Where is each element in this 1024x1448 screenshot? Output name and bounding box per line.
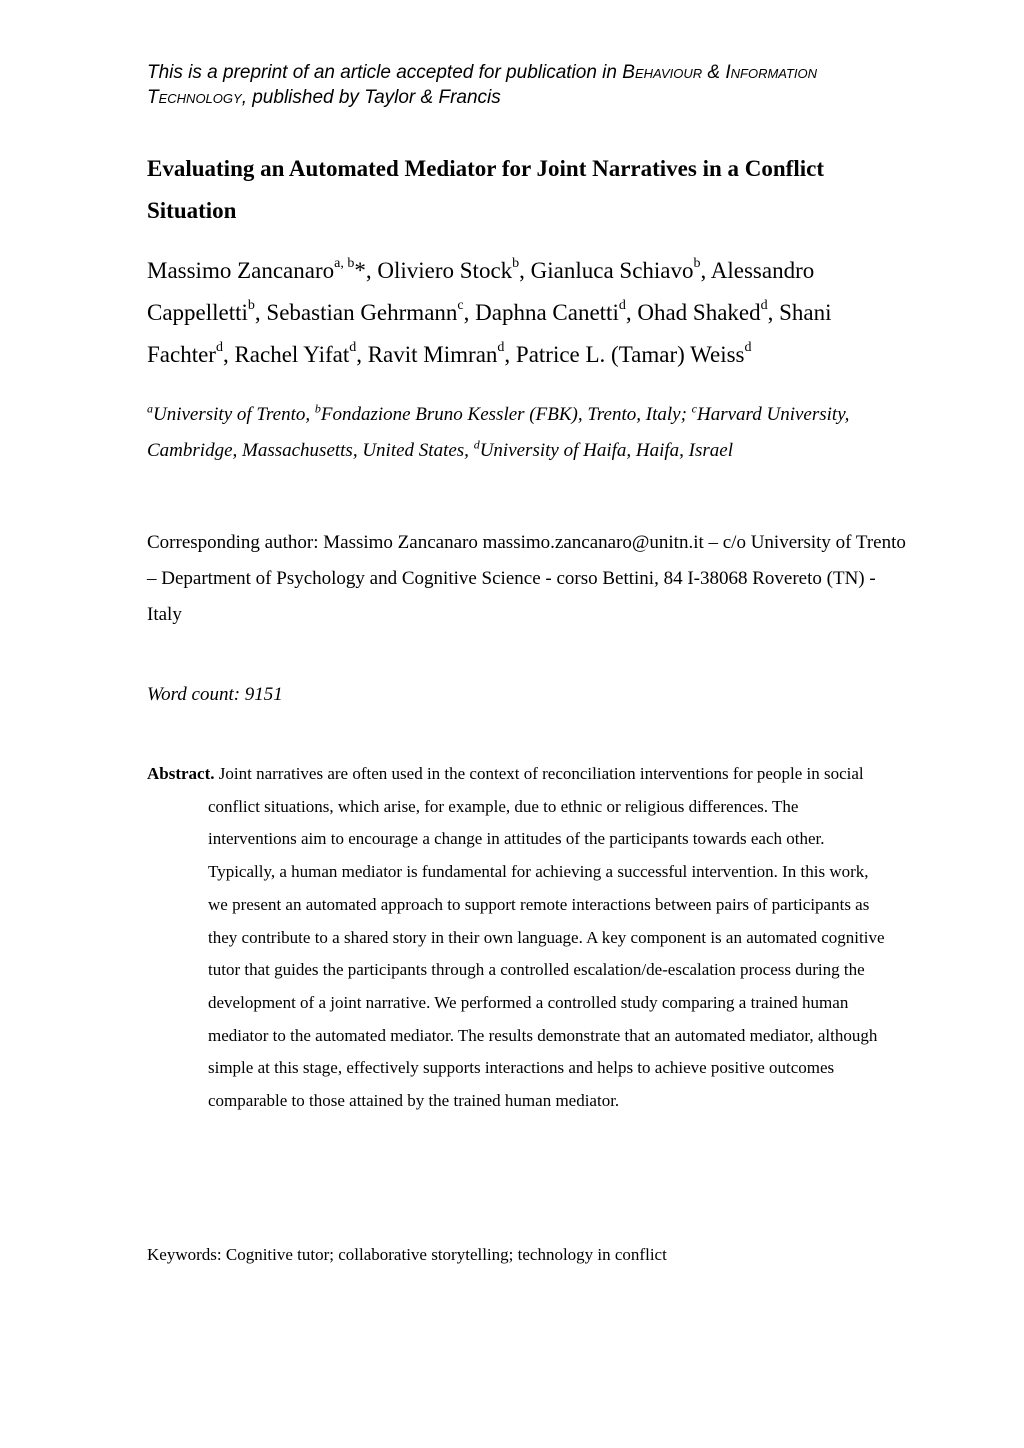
author: Alessandro Cappelletti$^b$, <box>147 258 815 325</box>
affiliation: $^d$University of Haifa, Haifa, Israel <box>473 437 733 461</box>
affiliation: $^b$Fondazione Bruno Kessler (FBK), Trento, Italy; <box>314 401 692 425</box>
author: Patrice L. (Tamar) Weiss$^d$ <box>515 340 752 367</box>
author: Shani Fachter$^d$, <box>147 300 832 367</box>
affiliations <box>147 397 907 469</box>
preprint-note <box>147 60 907 110</box>
paper-title: Evaluating an Automated Mediator for Joint Narratives in a Conflict Situation <box>147 156 824 223</box>
publisher-suffix: , published by Taylor & Francis <box>241 87 501 108</box>
affiliation: $^a$University of Trento, <box>147 401 315 425</box>
author-list <box>147 250 907 376</box>
word-count: Word count: 9151 <box>147 684 283 705</box>
corresponding-author: Corresponding author: Massimo Zancanaro massimo.zancanaro@unitn.it – c/o University of Trento – Department of Psychology and Cognitive Science - corso Bettini, 84 I-38068 Rovereto (TN) - Italy <box>147 532 906 625</box>
author: Massimo Zancanaro$^{a, b}$*, <box>147 256 378 283</box>
author: Oliviero Stock$^b$, <box>377 256 531 283</box>
abstract-text: Joint narratives are often used in the context of reconciliation interventions for people in social conflict situations, which arise, for example, due to ethnic or religious differences. The interventions aim to encourage a change in attitudes of the participants towards each other. Typically, a human mediator is fundamental for achieving a successful intervention. In this work, we present an automated approach to support remote interactions between pairs of participants as they contribute to a shared story in their own language. A key component is an automated cognitive tutor that guides the participants through a controlled escalation/de-escalation process during the development of a joint narrative. We performed a controlled study comparing a trained human mediator to the automated mediator. The results demonstrate that an automated mediator, although simple at this stage, effectively supports interactions and helps to achieve positive outcomes comparable to those attained by the trained human mediator. <box>208 764 885 1111</box>
abstract <box>147 758 888 1118</box>
journal-name: Behaviour & Information Technology <box>147 62 818 108</box>
author: Ohad Shaked$^d$, <box>637 298 780 325</box>
author: Rachel Yifat$^d$, <box>234 340 368 367</box>
author: Gianluca Schiavo$^b$, <box>530 256 711 283</box>
author: Daphna Canetti$^d$, <box>475 298 638 325</box>
preprint-prefix: This is a preprint of an article accepted for publication in <box>147 62 623 83</box>
abstract-label: Abstract. <box>147 764 215 783</box>
author: Ravit Mimran$^d$, <box>367 340 516 367</box>
keywords: Keywords: Cognitive tutor; collaborative storytelling; technology in conflict <box>147 1245 667 1264</box>
affiliation: $^c$Harvard University, Cambridge, Massachusetts, United States, <box>147 401 850 461</box>
author: Sebastian Gehrmann$^c$, <box>266 298 476 325</box>
